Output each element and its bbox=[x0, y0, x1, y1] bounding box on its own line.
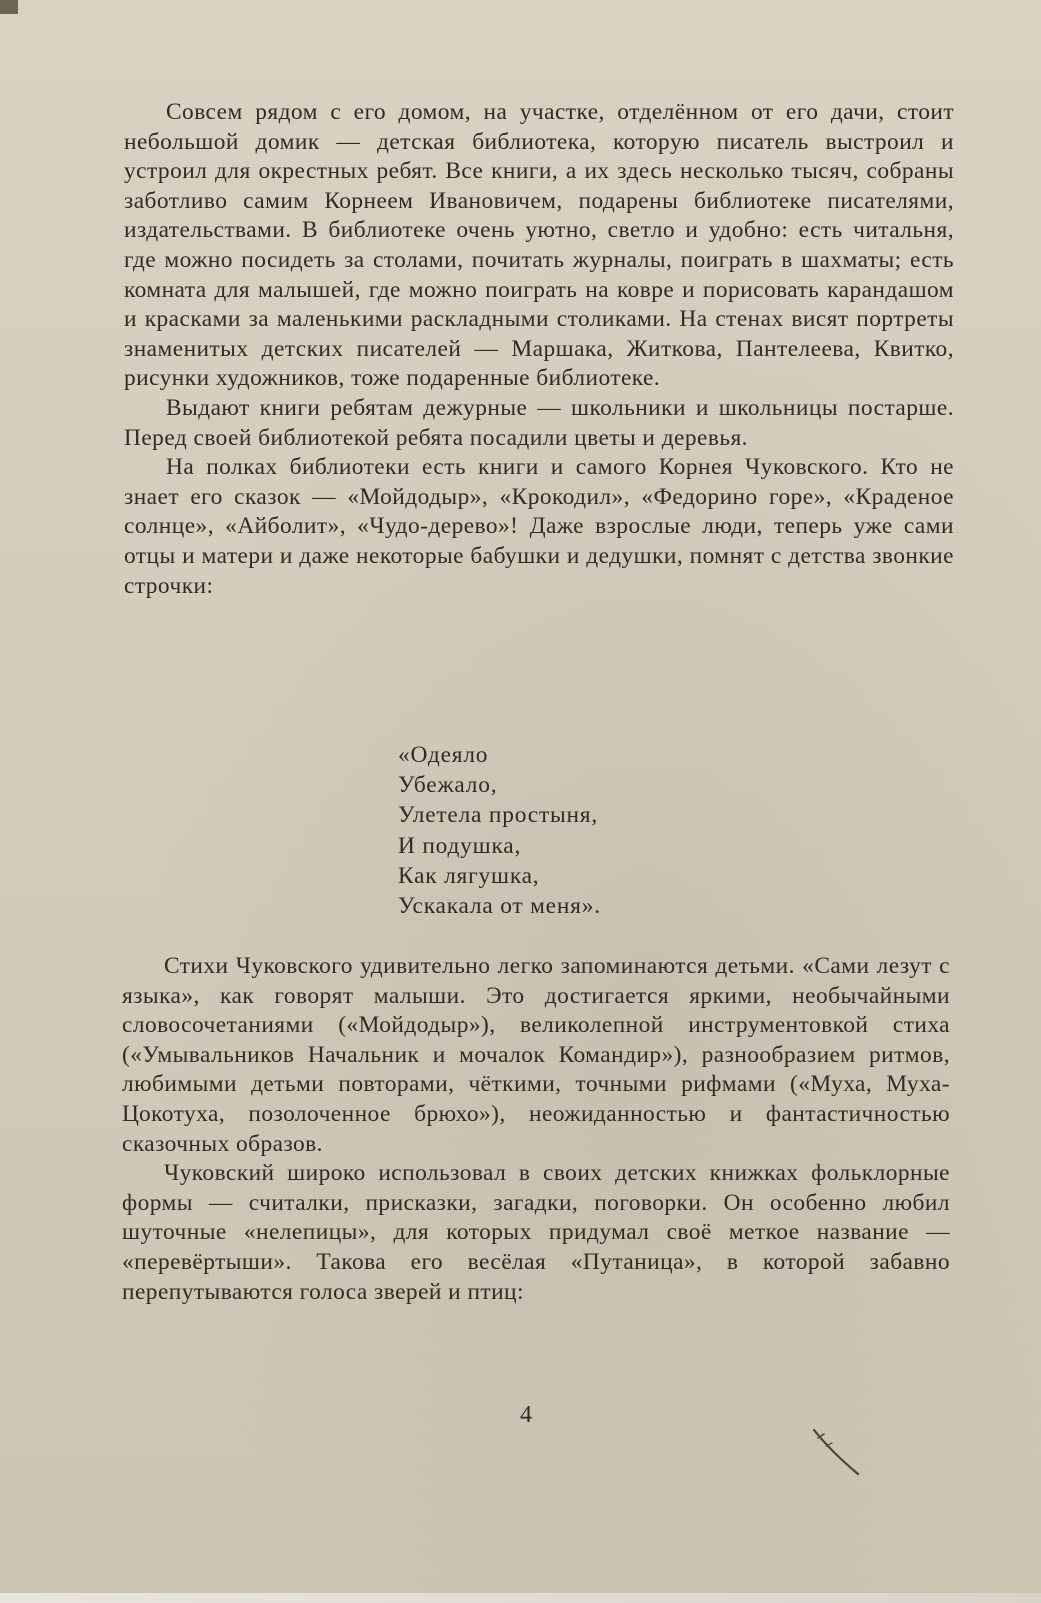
paragraph-duty: Выдают книги ребятам дежурные — школьники и школьницы постарше. Перед своей библиотекой ребята посадили цветы и деревья. bbox=[124, 394, 954, 451]
text-block-top bbox=[124, 98, 954, 601]
paragraph-books: На полках библиотеки есть книги и самого Корнея Чуковского. Кто не знает его сказок — «Мойдодыр», «Крокодил», «Федорино горе», «Краденое солнце», «Айболит», «Чудо-дерево»! Даже взрослые люди, теперь уже сами отцы и матери и даже некоторые бабушки и дедушки, помнят с детства звонкие строчки: bbox=[124, 454, 954, 599]
poem-quote bbox=[398, 740, 601, 921]
poem-line: Ускакала от меня». bbox=[398, 893, 601, 920]
page-bottom-edge bbox=[0, 1593, 1041, 1603]
paragraph-library: Совсем рядом с его домом, на участке, отделённом от его дачи, стоит небольшой домик — детская библиотека, которую писатель выстроил и устроил для окрестных ребят. Все книги, а их здесь несколько тысяч, собраны заботливо самим Корнеем Ивановичем, подарены библиотеке писателями, издательствами. В библиотеке очень уютно, светло и удобно: есть читальня, где можно посидеть за столами, почитать журналы, поиграть в шахматы; есть комната для малышей, где можно поиграть на ковре и порисовать карандашом и красками за маленькими раскладными столиками. На стенах висят портреты знаменитых детских писателей — Маршака, Житкова, Пантелеева, Квитко, рисунки художников, тоже подаренные библиотеке. bbox=[124, 99, 954, 392]
paragraph-folklore: Чуковский широко использовал в своих детских книжках фольклорные формы — считалки, присказки, загадки, поговорки. Он особенно любил шуточные «нелепицы», для которых придумал своё меткое название — «перевёртыши». Такова его весёлая «Путаница», в которой забавно перепутываются голоса зверей и птиц: bbox=[122, 1160, 950, 1305]
poem-line: Убежало, bbox=[398, 772, 498, 799]
poem-line: Как лягушка, bbox=[398, 862, 540, 889]
text-block-bottom bbox=[122, 952, 950, 1307]
paragraph-verses: Стихи Чуковского удивительно легко запоминаются детьми. «Сами лезут с языка», как говорят малыши. Это достигается яркими, необычайными словосочетаниями («Мойдодыр»), великолепной инструментовкой стиха («Умывальников Начальник и мочалок Командир»), разнообразием ритмов, любимыми детьми повторами, чёткими, точными рифмами («Муха, Муха-Цокотуха, позолоченное брюхо»), неожиданностью и фантастичностью сказочных образов. bbox=[122, 953, 950, 1157]
page-corner-shadow bbox=[0, 0, 18, 14]
pencil-mark-icon bbox=[812, 1428, 862, 1476]
page-number: 4 bbox=[520, 1402, 532, 1428]
poem-line: Улетела простыня, bbox=[398, 802, 599, 829]
poem-line: «Одеяло bbox=[398, 742, 489, 768]
poem-line: И подушка, bbox=[398, 832, 522, 859]
